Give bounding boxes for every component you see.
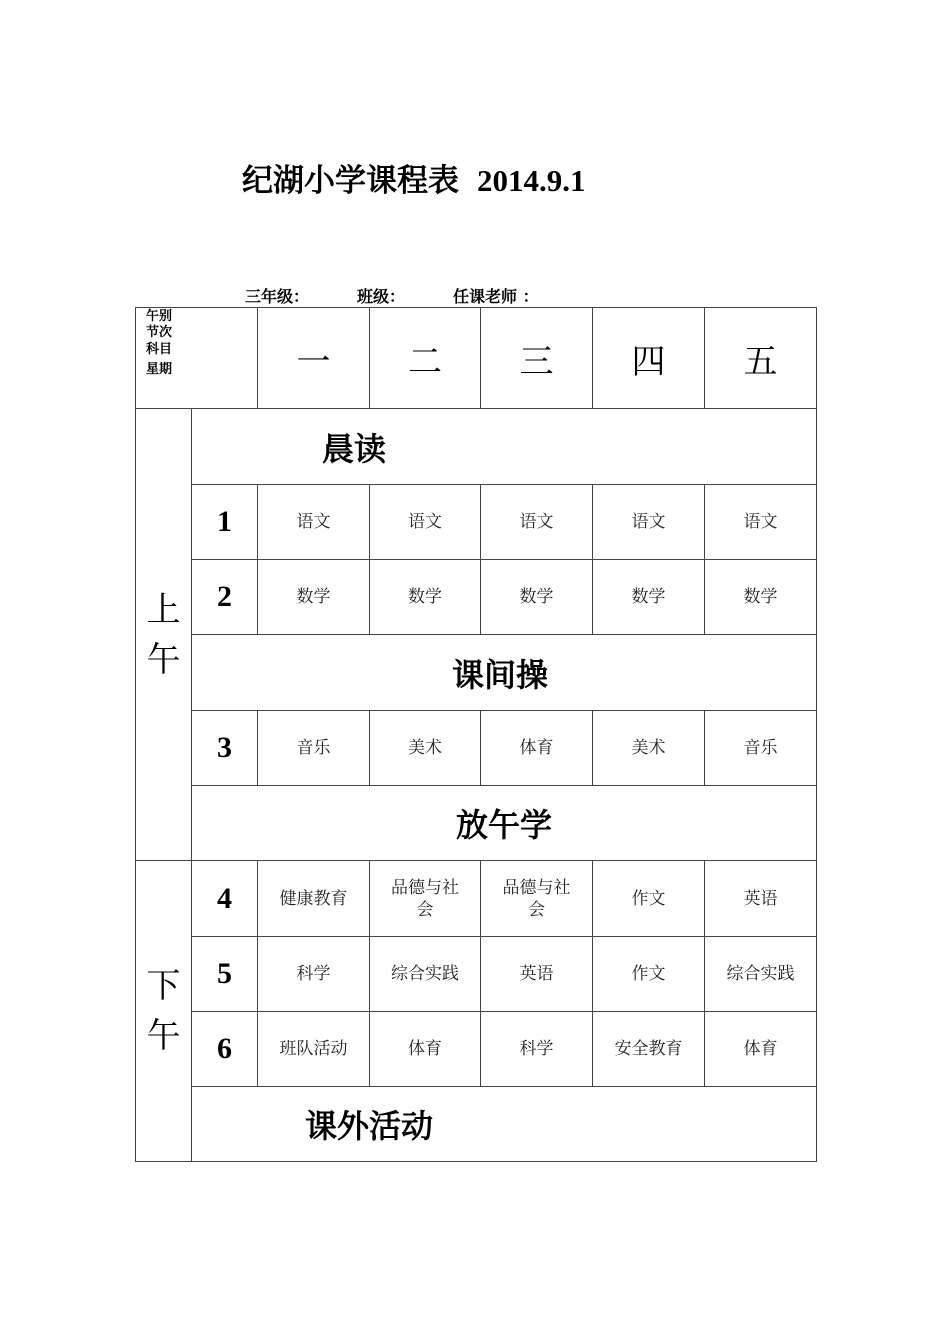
day-header-2: 二: [370, 308, 481, 409]
subject-cell: 安全教育: [593, 1012, 705, 1087]
table-row: [136, 485, 817, 560]
subject-cell: 数学: [370, 560, 481, 635]
subject-cell: 数学: [705, 560, 817, 635]
corner-label-weekday: 星期: [146, 362, 173, 377]
day-header-4: 四: [593, 308, 705, 409]
day-header-5: 五: [705, 308, 817, 409]
table-row: [136, 861, 817, 937]
table-row: [136, 1012, 817, 1087]
afternoon-label: 下 午: [136, 861, 192, 1162]
class-label: 班级：: [357, 287, 406, 306]
corner-label-subject: 科目: [146, 342, 173, 357]
title-text: 纪湖小学课程表: [242, 163, 459, 199]
subject-cell: 科学: [481, 1012, 593, 1087]
subject-cell: 语文: [481, 485, 593, 560]
subject-cell: 体育: [705, 1012, 817, 1087]
header-row: [136, 308, 817, 409]
subject-cell: 体育: [481, 711, 593, 786]
subject-cell: 健康教育: [258, 861, 370, 937]
table-row: [136, 937, 817, 1012]
period-number: 1: [192, 485, 258, 560]
band-noon-break: 放午学: [192, 786, 817, 861]
subject-cell: 语文: [258, 485, 370, 560]
subject-cell: 体育: [370, 1012, 481, 1087]
subject-cell: 科学: [258, 937, 370, 1012]
table-row: [136, 560, 817, 635]
subject-cell: 品德与社会: [370, 861, 481, 937]
band-exercise: 课间操: [192, 635, 817, 711]
period-number: 3: [192, 711, 258, 786]
morning-label: 上 午: [136, 409, 192, 861]
band-activity: 课外活动: [192, 1087, 817, 1162]
band-row-morning-read: [136, 409, 817, 485]
subject-cell: 美术: [593, 711, 705, 786]
band-row-exercise: [136, 635, 817, 711]
subject-cell: 综合实践: [705, 937, 817, 1012]
teacher-label: 任课老师 ：: [453, 287, 539, 306]
corner-label-period: 节次: [146, 325, 173, 340]
corner-cell: [136, 308, 258, 409]
subject-cell: 综合实践: [370, 937, 481, 1012]
band-row-noon-break: [136, 786, 817, 861]
period-number: 5: [192, 937, 258, 1012]
grade-label: 三年级：: [245, 287, 310, 306]
band-row-activity: [136, 1087, 817, 1162]
schedule-table: [135, 307, 817, 1162]
subject-cell: 音乐: [705, 711, 817, 786]
subject-cell: 美术: [370, 711, 481, 786]
day-header-3: 三: [481, 308, 593, 409]
subject-cell: 语文: [593, 485, 705, 560]
subject-cell: 品德与社会: [481, 861, 593, 937]
page-title: [242, 155, 586, 200]
subject-cell: 语文: [370, 485, 481, 560]
subject-cell: 语文: [705, 485, 817, 560]
subject-cell: 作文: [593, 937, 705, 1012]
subject-cell: 英语: [481, 937, 593, 1012]
period-number: 2: [192, 560, 258, 635]
table-row: [136, 711, 817, 786]
subject-cell: 数学: [481, 560, 593, 635]
day-header-1: 一: [258, 308, 370, 409]
corner-label-noon: 午别: [146, 309, 173, 324]
period-number: 6: [192, 1012, 258, 1087]
title-date: 2014.9.1: [477, 163, 586, 198]
subject-cell: 英语: [705, 861, 817, 937]
band-morning-read: 晨读: [192, 409, 817, 485]
subject-cell: 作文: [593, 861, 705, 937]
period-number: 4: [192, 861, 258, 937]
subject-cell: 数学: [593, 560, 705, 635]
subject-cell: 数学: [258, 560, 370, 635]
subject-cell: 班队活动: [258, 1012, 370, 1087]
subject-cell: 音乐: [258, 711, 370, 786]
